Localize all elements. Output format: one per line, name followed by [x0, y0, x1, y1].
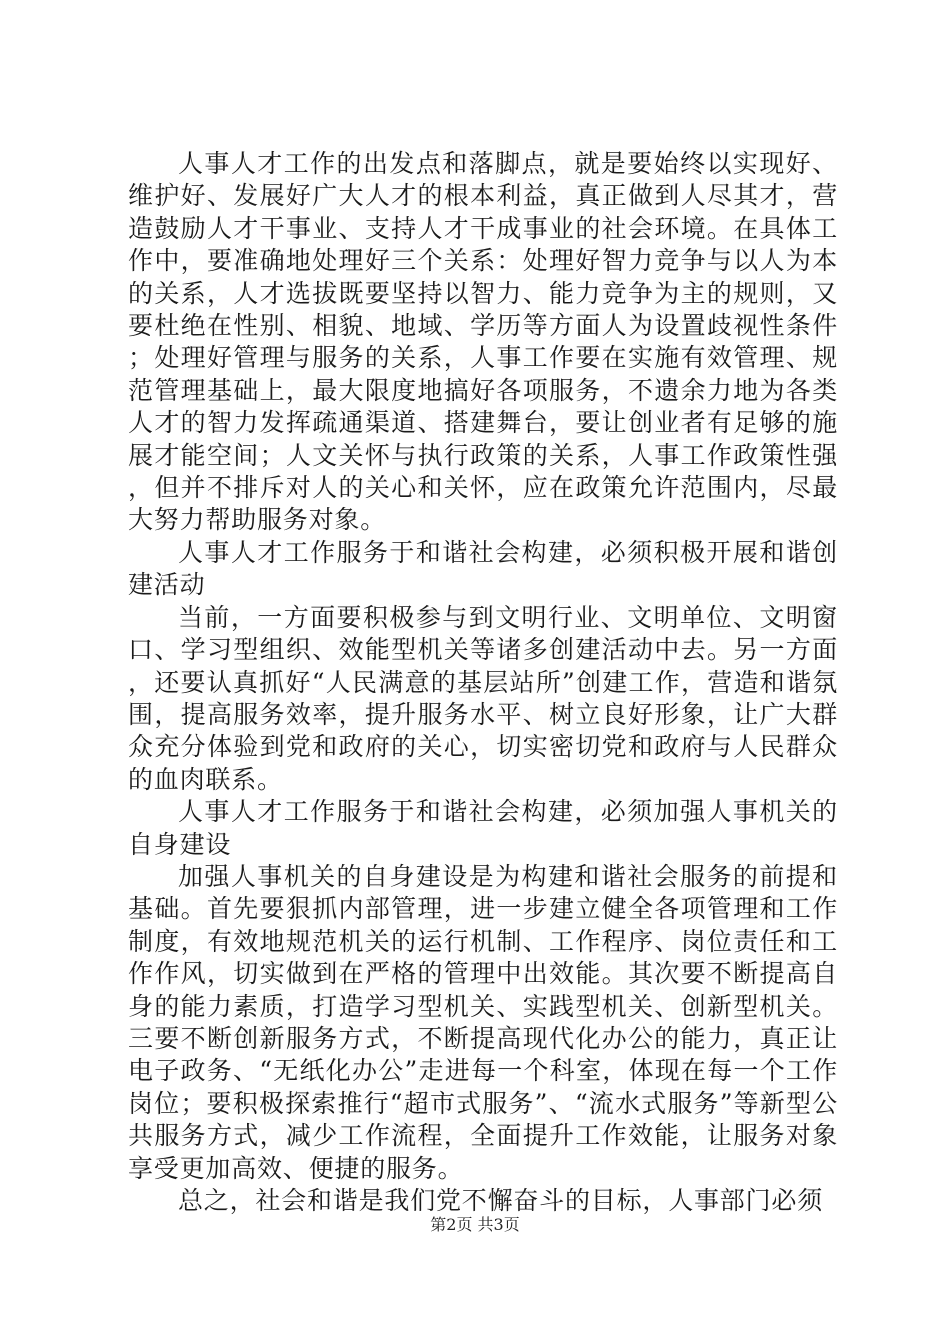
paragraph-2-heading: 人事人才工作服务于和谐社会构建，必须积极开展和谐创建活动: [128, 537, 838, 600]
page-number-footer: 第2页 共3页: [430, 1215, 520, 1234]
paragraph-5: 加强人事机关的自身建设是为构建和谐社会服务的前提和基础。首先要狠抓内部管理，进一步建立健全各项管理和工作制度，有效地规范机关的运行机制、工作程序、岗位责任和工作作风，切实做到在严格的管理中出效能。其次要不断提高自身的能力素质，打造学习型机关、实践型机关、创新型机关。三要不断创新服务方式，不断提高现代化办公的能力，真正让电子政务、“无纸化办公”走进每一个科室，体现在每一个工作岗位；要积极探索推行“超市式服务”、“流水式服务”等新型公共服务方式，减少工作流程，全面提升工作效能，让服务对象享受更加高效、便捷的服务。: [128, 861, 838, 1183]
document-body: [128, 148, 838, 1217]
paragraph-1: 人事人才工作的出发点和落脚点，就是要始终以实现好、维护好、发展好广大人才的根本利益，真正做到人尽其才，营造鼓励人才干事业、支持人才干成事业的社会环境。在具体工作中，要准确地处理好三个关系：处理好智力竞争与以人为本的关系，人才选拔既要坚持以智力、能力竞争为主的规则，又要杜绝在性别、相貌、地域、学历等方面人为设置歧视性条件；处理好管理与服务的关系，人事工作要在实施有效管理、规范管理基础上，最大限度地搞好各项服务，不遗余力地为各类人才的智力发挥疏通渠道、搭建舞台，要让创业者有足够的施展才能空间；人文关怀与执行政策的关系，人事工作政策性强，但并不排斥对人的关心和关怀，应在政策允许范围内，尽最大努力帮助服务对象。: [128, 149, 838, 535]
paragraph-3: 当前，一方面要积极参与到文明行业、文明单位、文明窗口、学习型组织、效能型机关等诸多创建活动中去。另一方面，还要认真抓好“人民满意的基层站所”创建工作，营造和谐氛围，提高服务效率，提升服务水平、树立良好形象，让广大群众充分体验到党和政府的关心，切实密切党和政府与人民群众的血肉联系。: [128, 602, 838, 794]
paragraph-6: 总之，社会和谐是我们党不懈奋斗的目标，人事部门必须: [178, 1186, 824, 1215]
paragraph-4-heading: 人事人才工作服务于和谐社会构建，必须加强人事机关的自身建设: [128, 797, 838, 859]
